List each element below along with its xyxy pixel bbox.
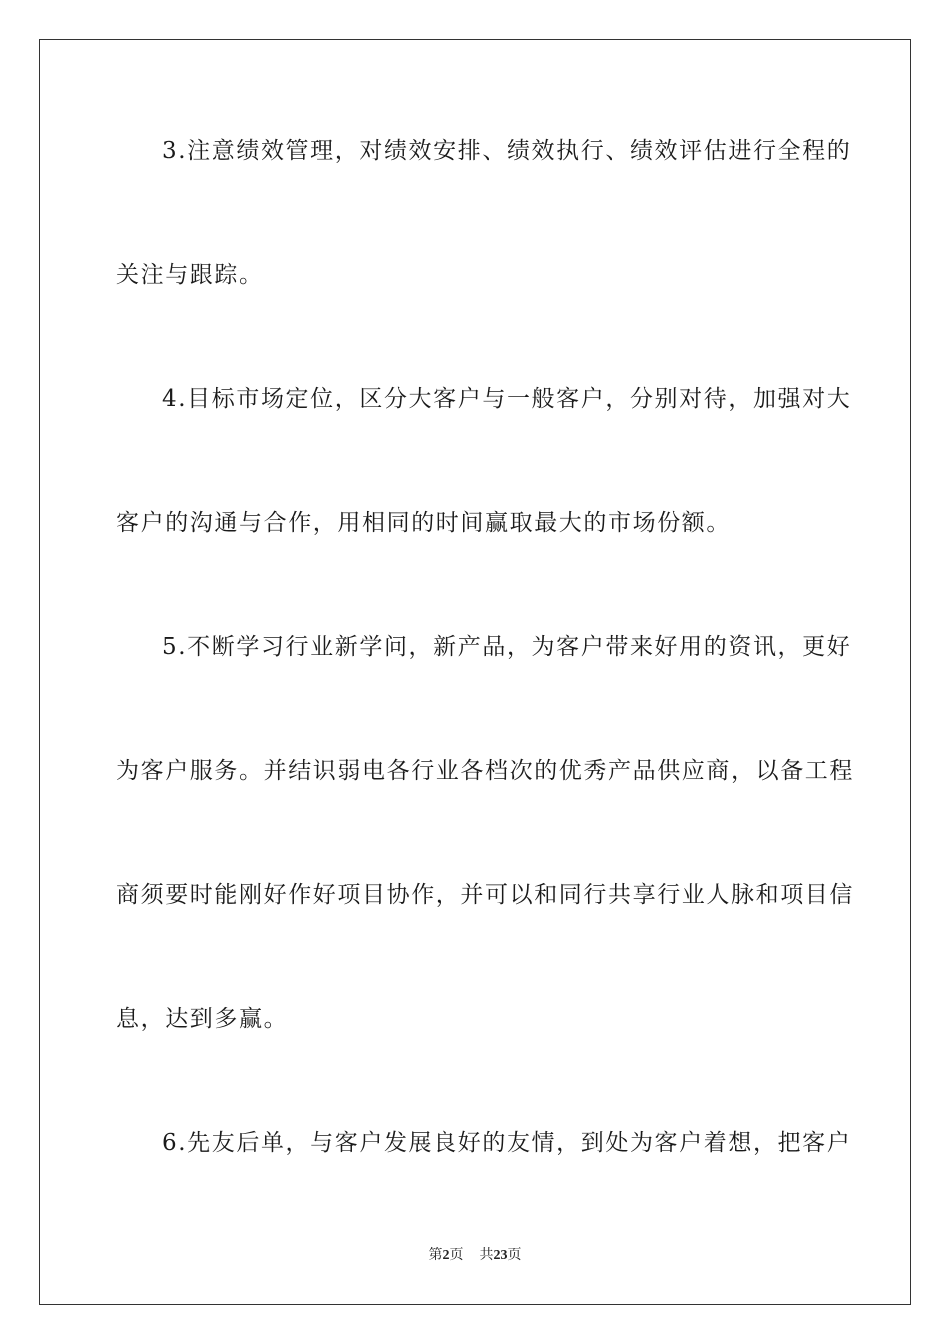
paragraph-6-line-1: 6.先友后单，与客户发展良好的友情，到处为客户着想，把客户	[162, 1130, 852, 1156]
paragraph-3-line-1: 3.注意绩效管理，对绩效安排、绩效执行、绩效评估进行全程的	[162, 138, 852, 164]
footer-page-number: 2	[442, 1248, 450, 1263]
paragraph-5-line-4: 息，达到多赢。	[116, 1006, 289, 1032]
paragraph-4-line-2: 客户的沟通与合作，用相同的时间赢取最大的市场份额。	[116, 510, 731, 536]
paragraph-3-line-2: 关注与跟踪。	[116, 262, 264, 288]
page-footer	[0, 1246, 950, 1266]
page-border	[39, 39, 911, 1305]
footer-page-prefix: 第	[428, 1248, 443, 1263]
paragraph-4-line-1: 4.目标市场定位，区分大客户与一般客户，分别对待，加强对大	[162, 386, 852, 412]
paragraph-5-line-1: 5.不断学习行业新学问，新产品，为客户带来好用的资讯，更好	[162, 634, 852, 660]
footer-total-prefix: 共	[479, 1248, 494, 1263]
footer-total-pages: 23	[493, 1248, 508, 1263]
paragraph-5-line-2: 为客户服务。并结识弱电各行业各档次的优秀产品供应商，以备工程	[116, 758, 854, 784]
footer-total-suffix: 页	[507, 1248, 522, 1263]
paragraph-5-line-3: 商须要时能刚好作好项目协作，并可以和同行共享行业人脉和项目信	[116, 882, 854, 908]
footer-page-suffix: 页	[449, 1248, 464, 1263]
